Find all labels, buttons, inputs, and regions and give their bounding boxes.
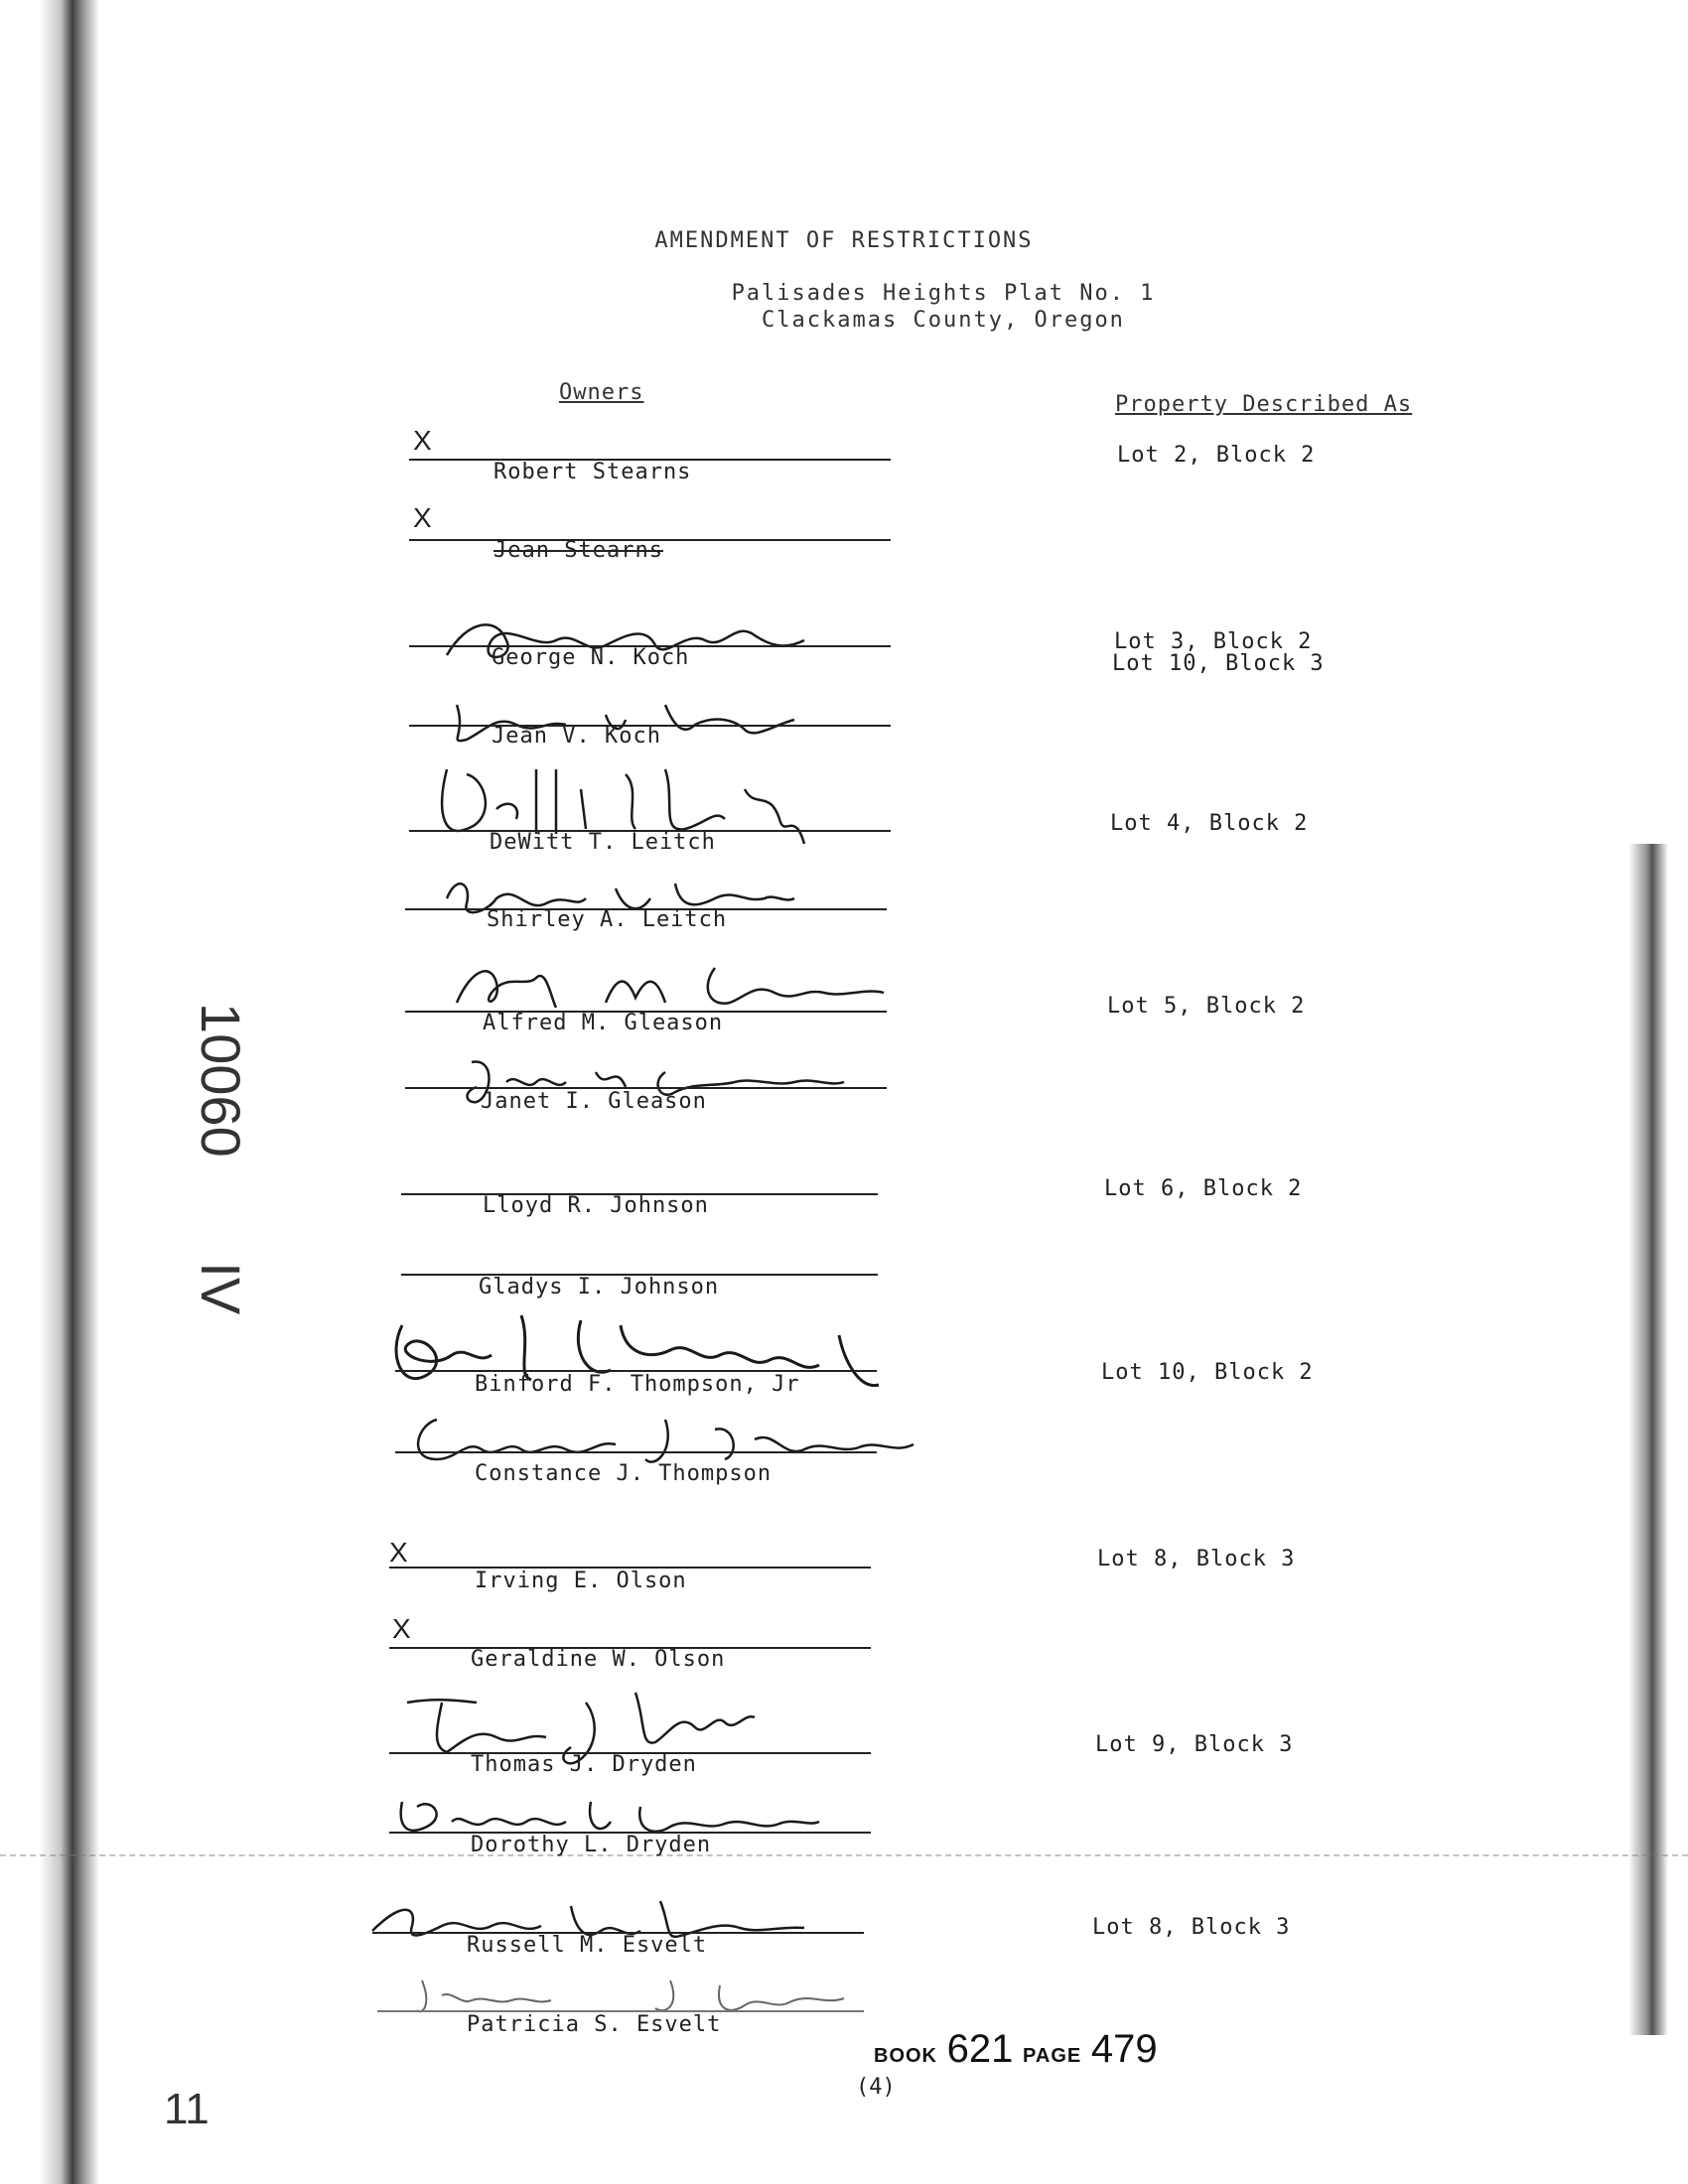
fold-line [0, 1854, 1688, 1856]
scan-shadow-left [40, 0, 99, 2184]
owner-name: Robert Stearns [493, 460, 692, 484]
property-label: Lot 2, Block 2 [1117, 443, 1316, 468]
owner-name: Janet I. Gleason [481, 1089, 707, 1114]
property-label-secondary: Lot 10, Block 3 [1112, 651, 1325, 676]
document-title: AMENDMENT OF RESTRICTIONS [654, 228, 1034, 253]
property-label: Lot 8, Block 3 [1097, 1547, 1296, 1571]
margin-annotation [189, 1003, 253, 1314]
county-name: Clackamas County, Oregon [762, 308, 1125, 333]
owner-name: DeWitt T. Leitch [490, 830, 716, 855]
owner-name: Shirley A. Leitch [487, 907, 728, 932]
property-label: Lot 10, Block 2 [1101, 1360, 1314, 1385]
owner-name: Thomas J. Dryden [471, 1752, 697, 1777]
recording-stamp [874, 2027, 1158, 2072]
owner-name: Irving E. Olson [475, 1569, 687, 1593]
property-heading: Property Described As [1115, 392, 1413, 417]
owner-name: Patricia S. Esvelt [467, 2012, 722, 2037]
owner-name: Gladys I. Johnson [479, 1275, 720, 1299]
page-label: PAGE [1023, 2045, 1082, 2067]
book-number: 621 [946, 2027, 1014, 2071]
scan-shadow-right [1628, 844, 1668, 2035]
property-label: Lot 9, Block 3 [1095, 1732, 1294, 1757]
book-label: BOOK [874, 2045, 937, 2067]
owner-name: Russell M. Esvelt [467, 1933, 708, 1958]
signature-line [395, 1451, 877, 1453]
owner-name: Dorothy L. Dryden [471, 1833, 712, 1857]
page-number-stamp: 479 [1090, 2027, 1158, 2071]
edge-mark: 11 [164, 2085, 210, 2133]
property-label: Lot 3, Block 2 [1114, 629, 1313, 654]
property-label: Lot 8, Block 3 [1092, 1915, 1291, 1940]
property-label: Lot 4, Block 2 [1110, 811, 1309, 836]
x-mark: X [413, 502, 432, 533]
owner-name: Jean V. Koch [492, 724, 661, 749]
property-label: Lot 5, Block 2 [1107, 994, 1306, 1019]
owner-name: Binford F. Thompson, Jr [475, 1372, 800, 1397]
page-number: (4) [856, 2075, 896, 2100]
x-mark: X [413, 425, 432, 456]
plat-name: Palisades Heights Plat No. 1 [731, 281, 1156, 306]
margin-number: 10060 [190, 1003, 252, 1158]
owner-name: George N. Koch [492, 645, 690, 670]
owner-name: Jean Stearns [493, 538, 663, 563]
owners-heading: Owners [559, 380, 644, 405]
property-label: Lot 6, Block 2 [1104, 1176, 1303, 1201]
owner-name: Constance J. Thompson [475, 1461, 773, 1486]
owner-name: Lloyd R. Johnson [483, 1193, 709, 1218]
x-mark: X [389, 1537, 408, 1568]
owner-name: Alfred M. Gleason [483, 1011, 724, 1035]
margin-suffix: IV [190, 1262, 252, 1315]
owner-name: Geraldine W. Olson [471, 1647, 726, 1672]
x-mark: X [392, 1613, 411, 1644]
